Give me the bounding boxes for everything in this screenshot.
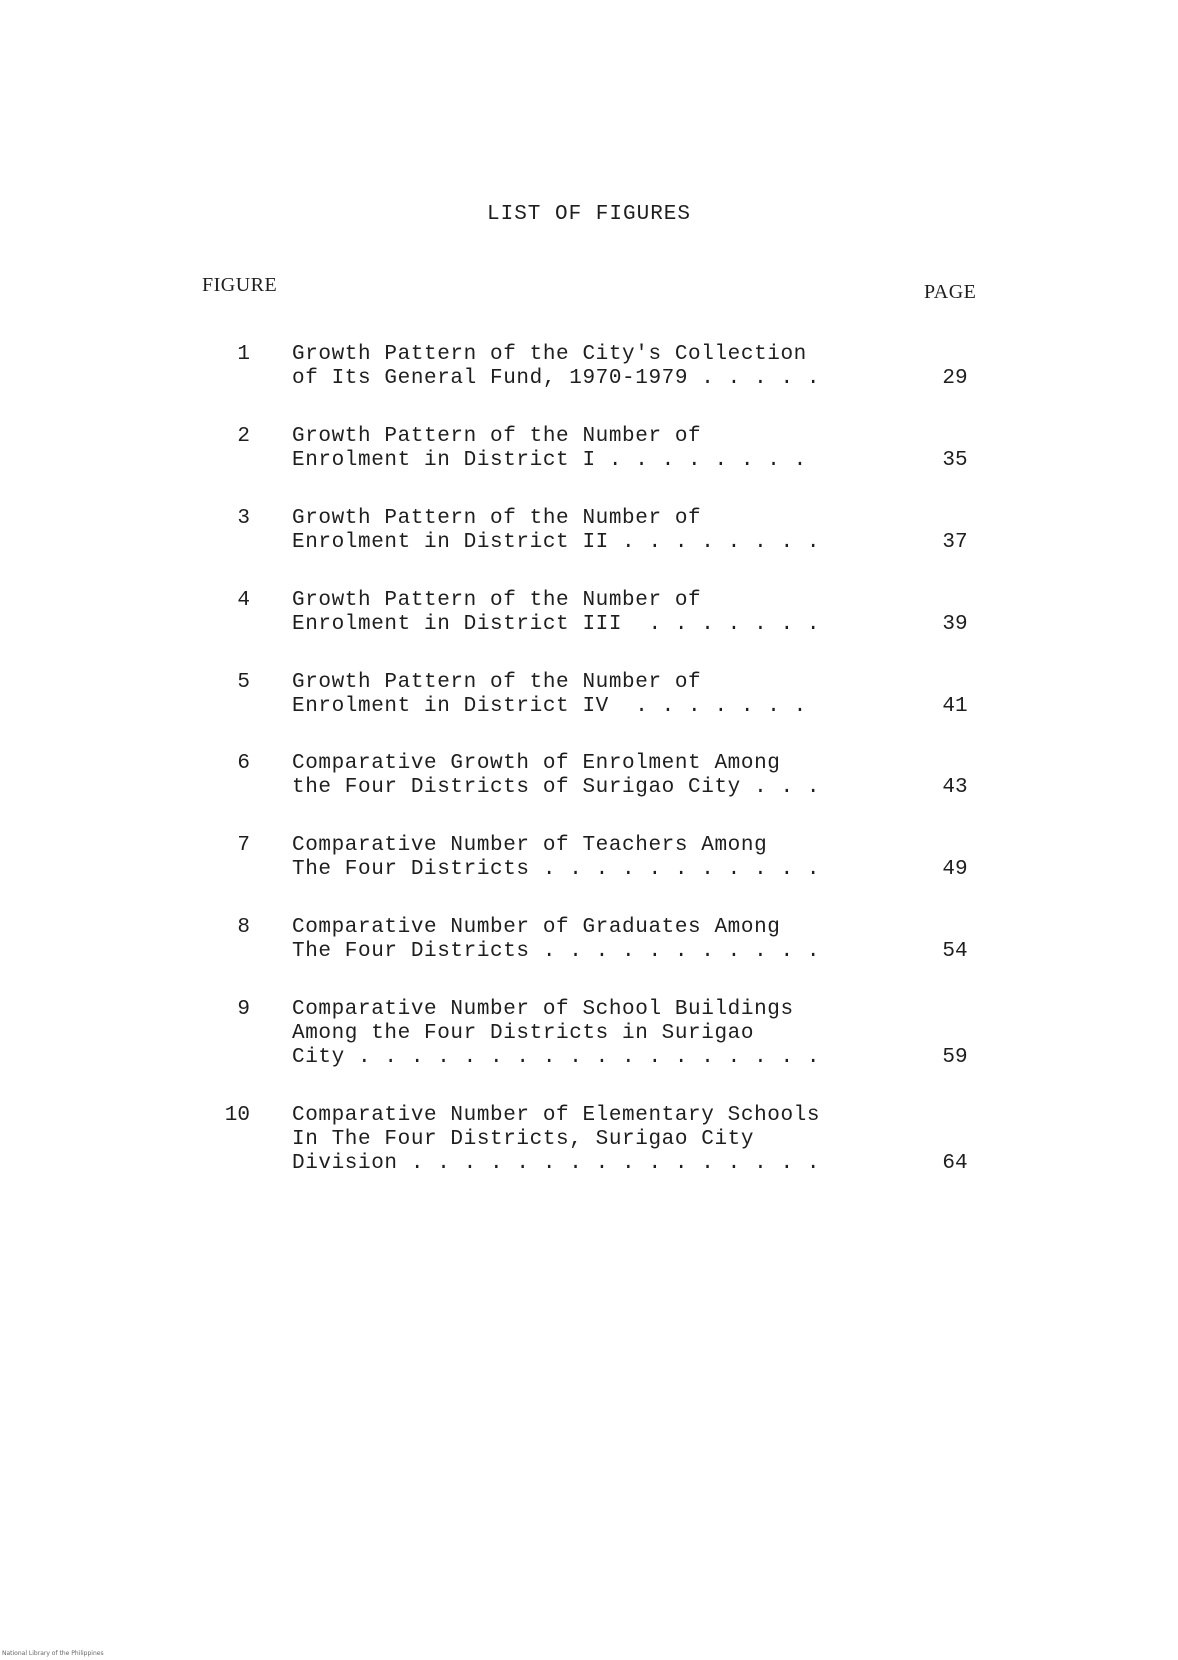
figure-page-number: 35 bbox=[942, 449, 968, 472]
figure-number: 5 bbox=[237, 671, 250, 694]
figure-caption-line: Growth Pattern of the Number of bbox=[292, 425, 702, 448]
figure-caption bbox=[292, 589, 902, 637]
figure-page-number: 29 bbox=[942, 367, 968, 390]
figure-page-number: 64 bbox=[942, 1152, 968, 1175]
figure-caption-line: Growth Pattern of the Number of bbox=[292, 507, 702, 530]
figure-number: 7 bbox=[237, 834, 250, 857]
figure-page-number: 41 bbox=[942, 695, 968, 718]
figure-caption-line: Comparative Growth of Enrolment Among bbox=[292, 752, 781, 775]
figure-caption bbox=[292, 834, 902, 882]
footer-note: National Library of the Philippines bbox=[2, 1650, 104, 1657]
figure-number: 8 bbox=[237, 916, 250, 939]
figure-caption-line: the Four Districts of Surigao City . . . bbox=[292, 776, 821, 799]
figure-caption-line: of Its General Fund, 1970-1979 . . . . . bbox=[292, 367, 821, 390]
figure-caption-line: Comparative Number of Teachers Among bbox=[292, 834, 768, 857]
figure-number: 9 bbox=[237, 998, 250, 1021]
figure-caption-line: Enrolment in District II . . . . . . . . bbox=[292, 531, 821, 554]
figure-number: 3 bbox=[237, 507, 250, 530]
figure-page-number: 59 bbox=[942, 1046, 968, 1069]
figure-caption-line: Growth Pattern of the Number of bbox=[292, 589, 702, 612]
figure-caption-line: Enrolment in District III . . . . . . . bbox=[292, 613, 821, 636]
figure-number: 1 bbox=[237, 343, 250, 366]
figure-caption-line: Comparative Number of School Buildings bbox=[292, 998, 794, 1021]
figure-caption-line: Division . . . . . . . . . . . . . . . . bbox=[292, 1152, 821, 1175]
figure-caption-line: The Four Districts . . . . . . . . . . . bbox=[292, 858, 821, 881]
figure-caption bbox=[292, 343, 902, 391]
figure-caption-line: Growth Pattern of the City's Collection bbox=[292, 343, 807, 366]
figure-caption-line: Among the Four Districts in Surigao bbox=[292, 1022, 755, 1045]
page-title: LIST OF FIGURES bbox=[486, 203, 692, 226]
page-column-header: PAGE bbox=[924, 281, 977, 303]
figure-caption-line: Enrolment in District IV . . . . . . . bbox=[292, 695, 807, 718]
figure-caption-line: Comparative Number of Elementary Schools bbox=[292, 1104, 821, 1127]
figure-page-number: 37 bbox=[942, 531, 968, 554]
figure-caption-line: Comparative Number of Graduates Among bbox=[292, 916, 781, 939]
figure-caption-line: Growth Pattern of the Number of bbox=[292, 671, 702, 694]
figure-caption bbox=[292, 507, 902, 555]
figure-caption bbox=[292, 425, 902, 473]
figure-page-number: 54 bbox=[942, 940, 968, 963]
figure-caption-line: In The Four Districts, Surigao City bbox=[292, 1128, 755, 1151]
figure-caption bbox=[292, 752, 902, 800]
figure-page-number: 49 bbox=[942, 858, 968, 881]
figure-caption bbox=[292, 916, 902, 964]
figure-number: 4 bbox=[237, 589, 250, 612]
figure-caption bbox=[292, 1104, 902, 1176]
figure-number: 2 bbox=[237, 425, 250, 448]
figure-number: 10 bbox=[224, 1104, 250, 1127]
figure-page-number: 39 bbox=[942, 613, 968, 636]
figure-caption-line: The Four Districts . . . . . . . . . . . bbox=[292, 940, 821, 963]
figure-caption-line: City . . . . . . . . . . . . . . . . . . bbox=[292, 1046, 821, 1069]
figure-caption bbox=[292, 998, 902, 1070]
figure-caption bbox=[292, 671, 902, 719]
figure-caption-line: Enrolment in District I . . . . . . . . bbox=[292, 449, 807, 472]
figure-column-header: FIGURE bbox=[202, 274, 278, 296]
figure-number: 6 bbox=[237, 752, 250, 775]
figure-page-number: 43 bbox=[942, 776, 968, 799]
